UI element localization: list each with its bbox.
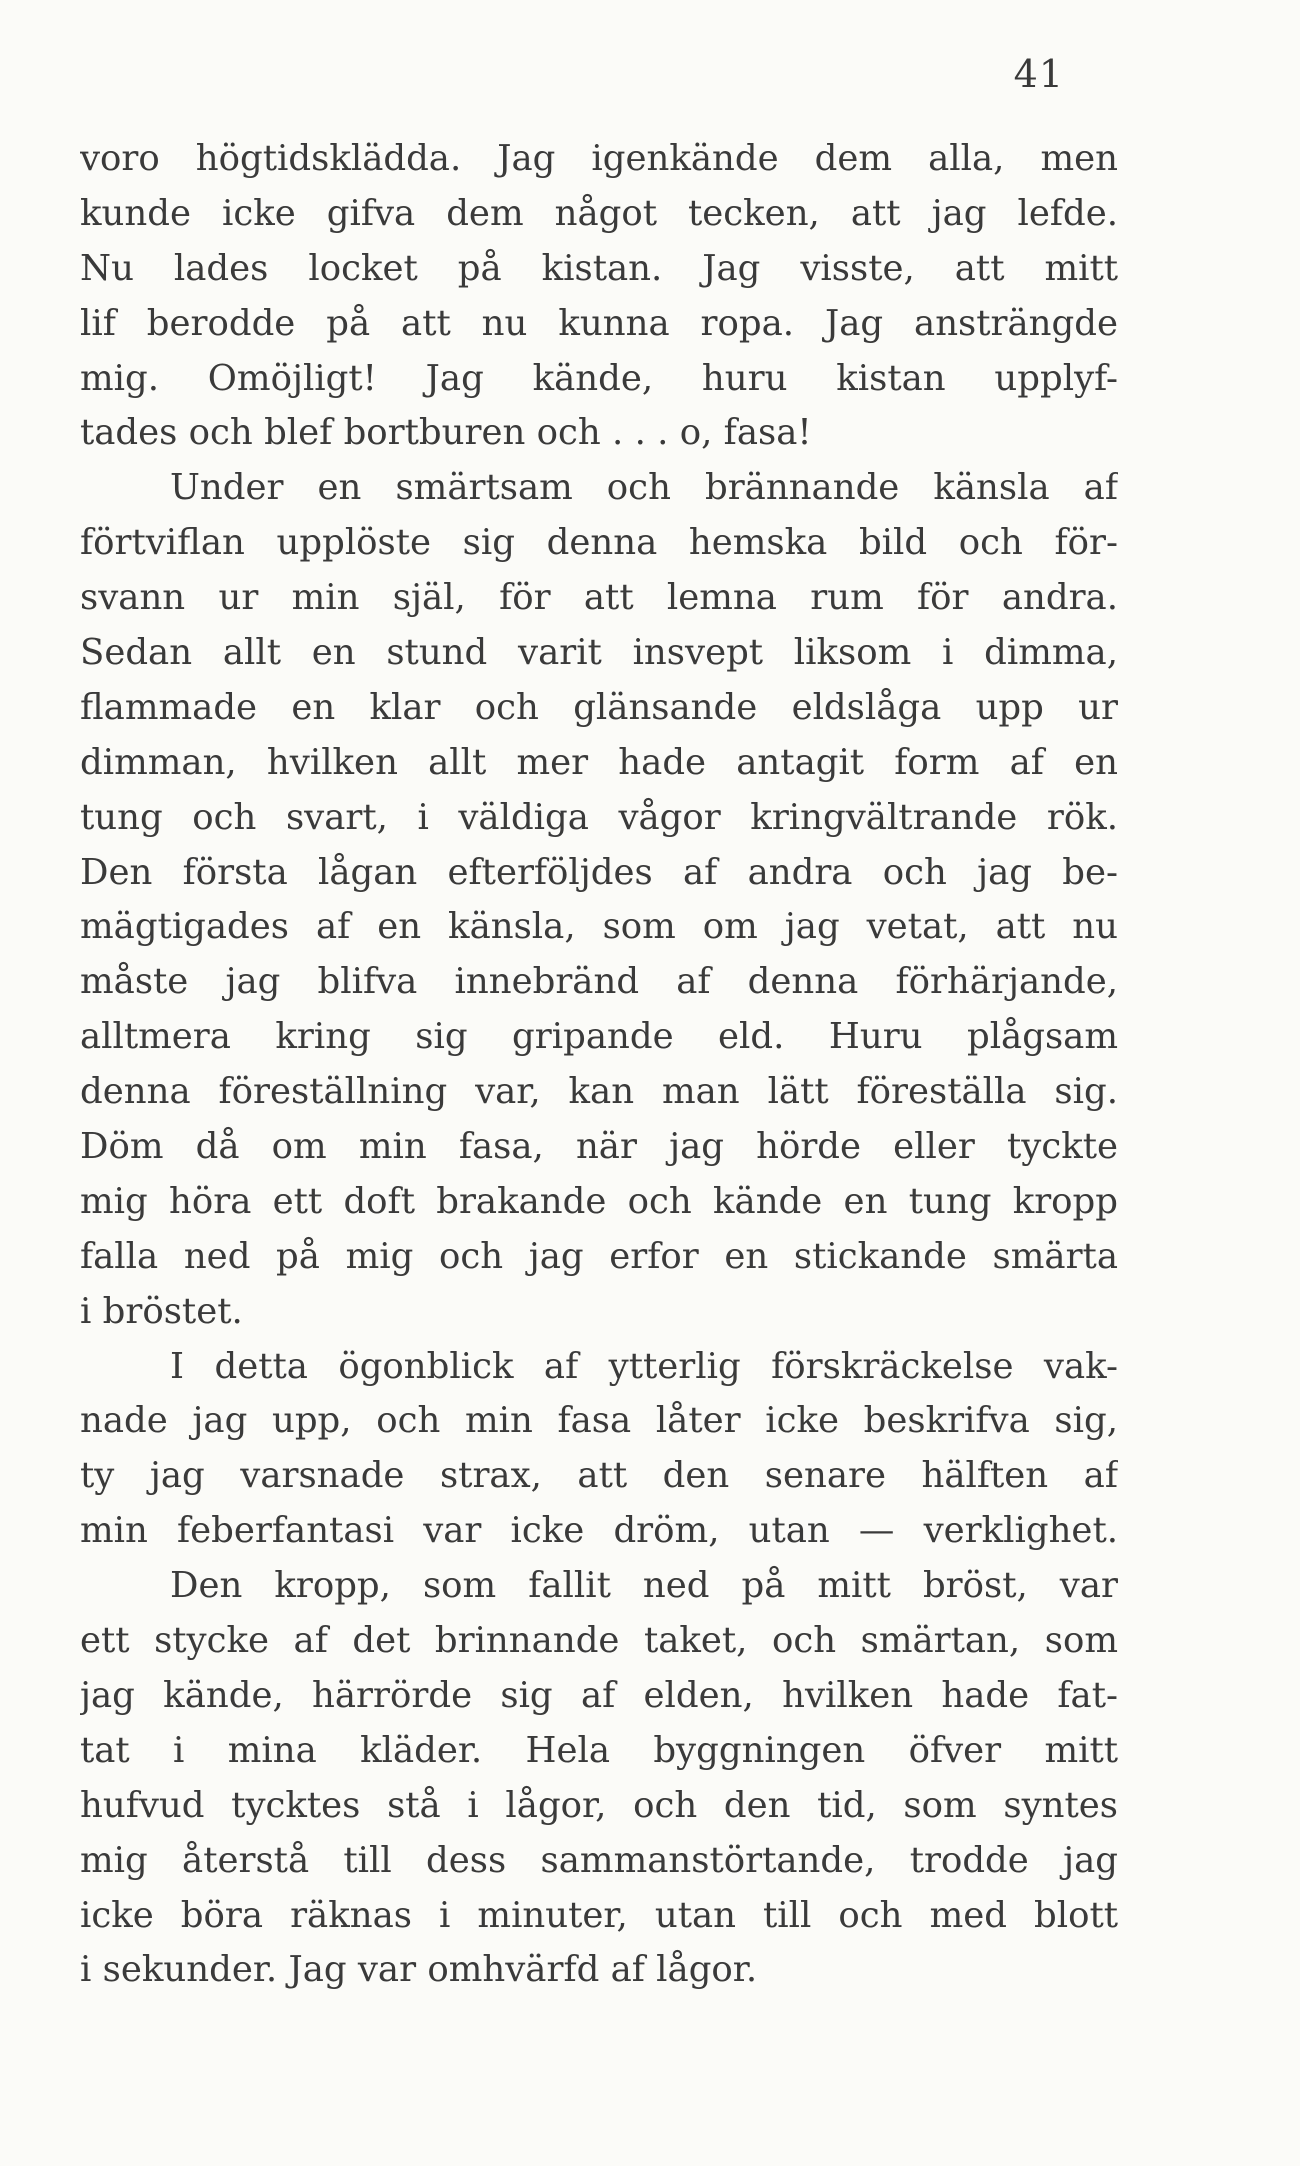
text-line: ty jag varsnade strax, att den senare hälften af — [80, 1455, 1118, 1497]
text-line: Nu lades locket på kistan. Jag visste, att mitt — [80, 247, 1118, 289]
text-line: Den kropp, som fallit ned på mitt bröst, var — [170, 1565, 1118, 1607]
page-number: 41 — [1013, 52, 1064, 96]
text-line: jag kände, härrörde sig af elden, hvilken hade fat- — [80, 1674, 1118, 1716]
text-line: mig. Omöjligt! Jag kände, huru kistan upplyf- — [80, 357, 1118, 399]
text-line: tat i mina kläder. Hela byggningen öfver mitt — [80, 1729, 1118, 1771]
text-line: Under en smärtsam och brännande känsla af — [170, 467, 1118, 509]
text-line: I detta ögonblick af ytterlig förskräckelse vak- — [170, 1345, 1118, 1387]
text-line: förtviflan upplöste sig denna hemska bild och för- — [80, 522, 1118, 564]
body-text — [80, 132, 1118, 1998]
text-line: måste jag blifva innebränd af denna förhärjande, — [80, 961, 1118, 1003]
text-line: alltmera kring sig gripande eld. Huru plågsam — [80, 1016, 1118, 1058]
text-line: tades och blef bortburen och . . . o, fasa! — [80, 412, 812, 454]
text-line: lif berodde på att nu kunna ropa. Jag ansträngde — [80, 302, 1118, 344]
text-line: i bröstet. — [80, 1290, 243, 1332]
text-line: dimman, hvilken allt mer hade antagit form af en — [80, 741, 1118, 783]
text-line: icke böra räknas i minuter, utan till och med blott — [80, 1894, 1118, 1936]
text-line: ett stycke af det brinnande taket, och smärtan, som — [80, 1620, 1118, 1662]
text-line: min feberfantasi var icke dröm, utan — verklighet. — [80, 1510, 1118, 1552]
text-line: voro högtidsklädda. Jag igenkände dem alla, men — [80, 138, 1118, 179]
text-line: mig höra ett doft brakande och kände en tung kropp — [80, 1180, 1118, 1222]
text-line: denna föreställning var, kan man lätt föreställa sig. — [80, 1071, 1118, 1113]
text-line: Sedan allt en stund varit insvept liksom i dimma, — [80, 632, 1118, 674]
text-line: i sekunder. Jag var omhvärfd af lågor. — [80, 1949, 758, 1991]
text-line: Döm då om min fasa, när jag hörde eller tyckte — [80, 1126, 1118, 1168]
text-line: hufvud tycktes stå i lågor, och den tid, som syntes — [80, 1784, 1118, 1826]
text-line: mig återstå till dess sammanstörtande, trodde jag — [80, 1839, 1118, 1881]
text-line: tung och svart, i väldiga vågor kringvältrande rök. — [80, 796, 1118, 838]
text-line: mägtigades af en känsla, som om jag vetat, att nu — [80, 906, 1118, 948]
text-line: falla ned på mig och jag erfor en stickande smärta — [80, 1235, 1118, 1277]
text-line: kunde icke gifva dem något tecken, att jag lefde. — [80, 192, 1118, 234]
text-line: flammade en klar och glänsande eldslåga upp ur — [80, 686, 1118, 728]
text-line: Den första lågan efterföljdes af andra och jag be- — [80, 851, 1118, 893]
text-line: svann ur min själ, för att lemna rum för andra. — [80, 577, 1118, 619]
text-line: nade jag upp, och min fasa låter icke beskrifva sig, — [80, 1400, 1118, 1442]
